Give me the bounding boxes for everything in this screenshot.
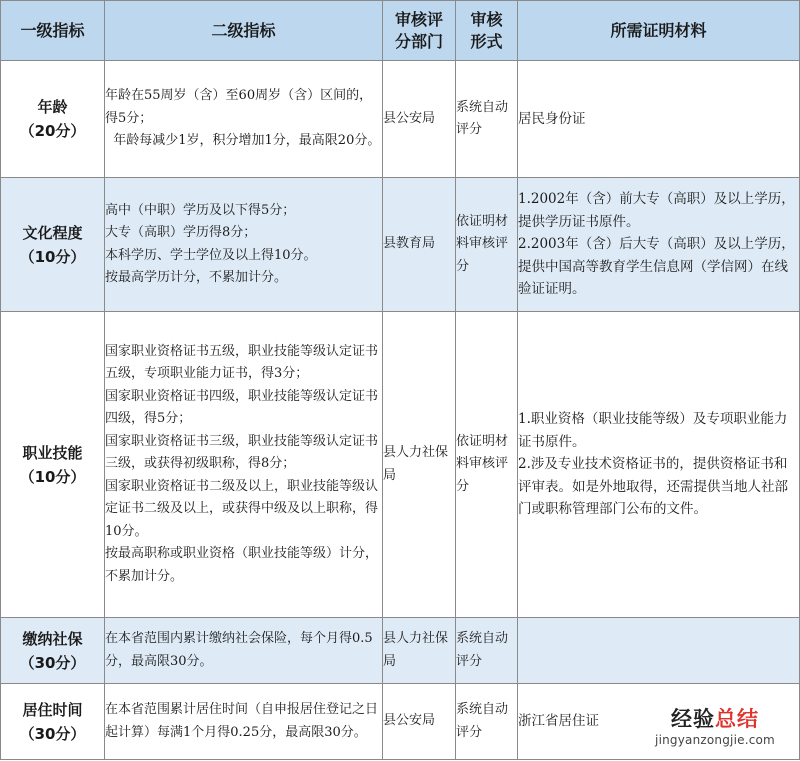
form-cell: 系统自动评分 xyxy=(456,618,518,684)
header-row xyxy=(1,1,800,61)
form-cell: 依证明材料审核评分 xyxy=(456,178,518,312)
dept-cell: 县教育局 xyxy=(383,178,456,312)
indicator-name: 居住时间 （30分） xyxy=(1,684,105,760)
dept-cell: 县人力社保局 xyxy=(383,618,456,684)
dept-cell: 县人力社保局 xyxy=(383,312,456,618)
header-level2: 二级指标 xyxy=(105,1,383,61)
header-level1: 一级指标 xyxy=(1,1,105,61)
materials-cell: 居民身份证 xyxy=(518,61,800,178)
form-cell: 依证明材料审核评分 xyxy=(456,312,518,618)
header-dept: 审核评分部门 xyxy=(383,1,456,61)
form-cell: 系统自动评分 xyxy=(456,684,518,760)
materials-cell: 浙江省居住证 xyxy=(518,684,800,760)
form-cell: 系统自动评分 xyxy=(456,61,518,178)
materials-cell: 1.2002年（含）前大专（高职）及以上学历，提供学历证书原件。 2.2003年（含）后大专（高职）及以上学历，提供中国高等教育学生信息网（学信网）在线验证证明。 xyxy=(518,178,800,312)
watermark-text: 经验 xyxy=(671,707,715,731)
indicator-name: 年龄 （20分） xyxy=(1,61,105,178)
watermark-logo xyxy=(634,706,796,748)
table-row xyxy=(1,178,800,312)
criteria-cell: 年龄在55周岁（含）至60周岁（含）区间的，得5分； 年龄每减少1岁，积分增加1分，最高限20分。 xyxy=(105,61,383,178)
dept-cell: 县公安局 xyxy=(383,684,456,760)
materials-cell: 1.职业资格（职业技能等级）及专项职业能力证书原件。 2.涉及专业技术资格证书的，提供资格证书和评审表。如是外地取得，还需提供当地人社部门或职称管理部门公布的文件。 xyxy=(518,312,800,618)
indicator-name: 职业技能 （10分） xyxy=(1,312,105,618)
materials-cell xyxy=(518,618,800,684)
table-row xyxy=(1,312,800,618)
dept-cell: 县公安局 xyxy=(383,61,456,178)
header-materials: 所需证明材料 xyxy=(518,1,800,61)
table-row xyxy=(1,61,800,178)
watermark-accent-text: 总结 xyxy=(715,707,759,731)
indicator-name: 缴纳社保 （30分） xyxy=(1,618,105,684)
criteria-cell: 在本省范围累计居住时间（自申报居住登记之日起计算）每满1个月得0.25分，最高限30分。 xyxy=(105,684,383,760)
indicator-name: 文化程度 （10分） xyxy=(1,178,105,312)
criteria-cell: 国家职业资格证书五级，职业技能等级认定证书五级，专项职业能力证书，得3分； 国家职业资格证书四级，职业技能等级认定证书四级，得5分； 国家职业资格证书三级，职业技能等级认定证书三级，或获得初级职称，得8分； 国家职业资格证书二级及以上，职业技能等级认定证书二级及以上，或获得中级及以上职称，得10分。 按最高职称或职业资格（职业技能等级）计分，不累加计分。 xyxy=(105,312,383,618)
table-row xyxy=(1,618,800,684)
criteria-cell: 在本省范围内累计缴纳社会保险，每个月得0.5分，最高限30分。 xyxy=(105,618,383,684)
header-form: 审核形式 xyxy=(456,1,518,61)
watermark-url: jingyanzongjie.com xyxy=(655,733,775,747)
criteria-cell: 高中（中职）学历及以下得5分； 大专（高职）学历得8分； 本科学历、学士学位及以上得10分。 按最高学历计分，不累加计分。 xyxy=(105,178,383,312)
